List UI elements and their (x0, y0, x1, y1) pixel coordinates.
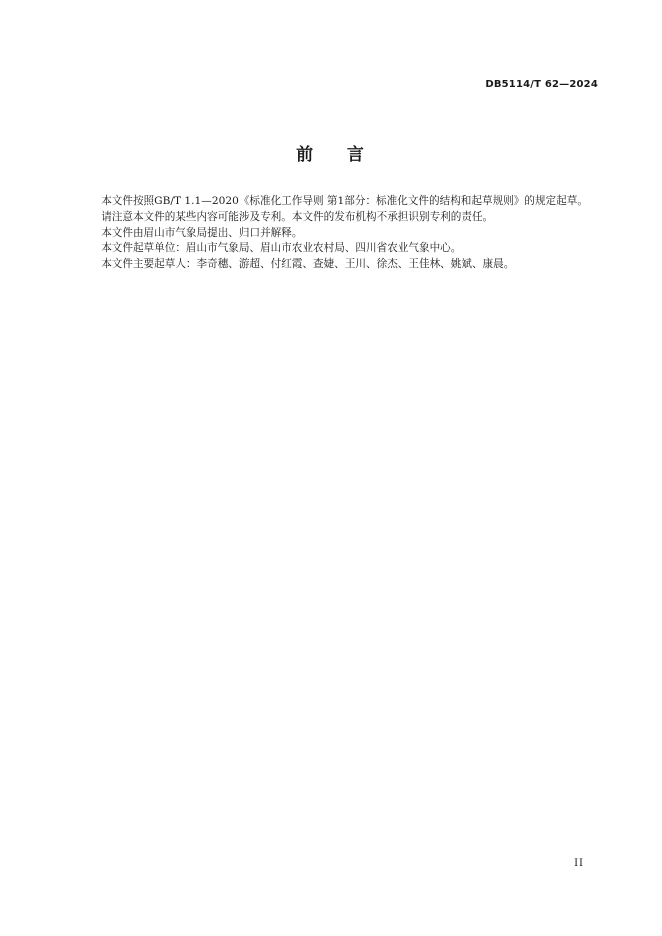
standard-code: DB5114/T 62—2024 (485, 79, 598, 90)
paragraph-proposer: 本文件由眉山市气象局提出、归口并解释。 (101, 226, 303, 239)
paragraph-patent-notice: 请注意本文件的某些内容可能涉及专利。本文件的发布机构不承担识别专利的责任。 (101, 210, 494, 223)
page-number: II (574, 858, 584, 869)
paragraph-drafters: 本文件主要起草人：李奇穗、游超、付红霞、查婕、王川、徐杰、王佳林、姚斌、康晨。 (101, 258, 515, 271)
page-title: 前 言 (296, 145, 366, 165)
foreword-body (80, 194, 600, 273)
paragraph-drafting-rules: 本文件按照GB/T 1.1—2020《标准化工作导则 第1部分：标准化文件的结构和起草规则》的规定起草。 (101, 195, 588, 207)
paragraph-drafting-units: 本文件起草单位：眉山市气象局、眉山市农业农村局、四川省农业气象中心。 (101, 242, 462, 255)
